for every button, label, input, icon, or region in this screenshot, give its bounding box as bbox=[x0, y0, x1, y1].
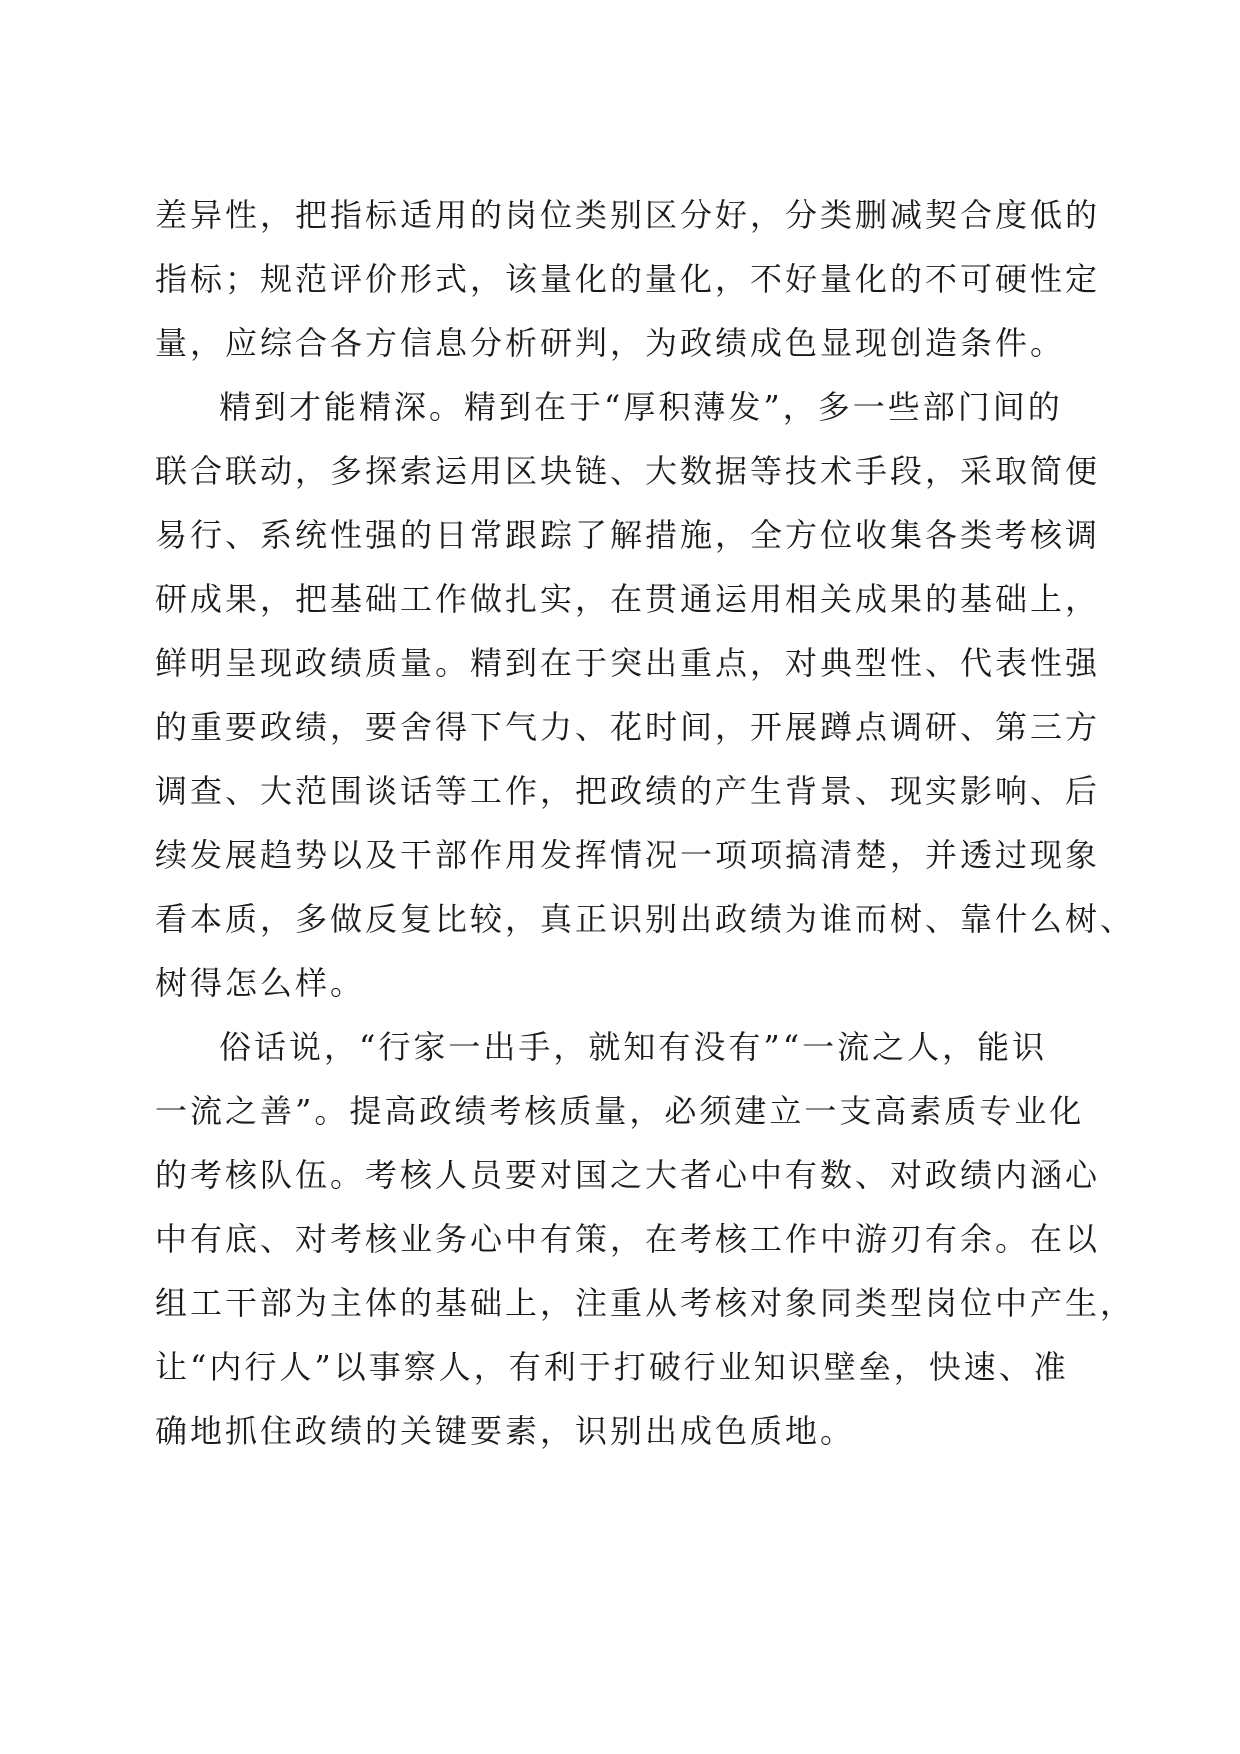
text-line: 指标；规范评价形式，该量化的量化，不好量化的不可硬性定 bbox=[155, 260, 1101, 298]
text-line: 一流之善”。提高政绩考核质量，必须建立一支高素质专业化 bbox=[155, 1092, 1085, 1130]
text-line: 调查、大范围谈话等工作，把政绩的产生背景、现实影响、后 bbox=[155, 772, 1101, 810]
text-line: 中有底、对考核业务心中有策，在考核工作中游刃有余。在以 bbox=[155, 1220, 1101, 1258]
paragraph-start-line: 精到才能精深。精到在于“厚积薄发”，多一些部门间的 bbox=[219, 388, 1063, 426]
body-text bbox=[155, 183, 1136, 1463]
text-line: 联合联动，多探索运用区块链、大数据等技术手段，采取简便 bbox=[155, 452, 1101, 490]
text-line: 量，应综合各方信息分析研判，为政绩成色显现创造条件。 bbox=[155, 324, 1066, 362]
text-line: 研成果，把基础工作做扎实，在贯通运用相关成果的基础上， bbox=[155, 580, 1101, 618]
text-line: 鲜明呈现政绩质量。精到在于突出重点，对典型性、代表性强 bbox=[155, 644, 1101, 682]
text-line: 确地抓住政绩的关键要素，识别出成色质地。 bbox=[155, 1412, 856, 1450]
text-line: 续发展趋势以及干部作用发挥情况一项项搞清楚，并透过现象 bbox=[155, 836, 1101, 874]
paragraph-start-line: 俗话说，“行家一出手，就知有没有”“一流之人，能识 bbox=[219, 1028, 1048, 1066]
text-line: 让“内行人”以事察人，有利于打破行业知识壁垒，快速、准 bbox=[155, 1348, 1069, 1386]
text-line: 组工干部为主体的基础上，注重从考核对象同类型岗位中产生， bbox=[155, 1284, 1136, 1322]
text-line: 的重要政绩，要舍得下气力、花时间，开展蹲点调研、第三方 bbox=[155, 708, 1101, 746]
text-line: 易行、系统性强的日常跟踪了解措施，全方位收集各类考核调 bbox=[155, 516, 1101, 554]
text-line: 的考核队伍。考核人员要对国之大者心中有数、对政绩内涵心 bbox=[155, 1156, 1101, 1194]
text-line: 看本质，多做反复比较，真正识别出政绩为谁而树、靠什么树、 bbox=[155, 900, 1136, 938]
text-line: 差异性，把指标适用的岗位类别区分好，分类删减契合度低的 bbox=[155, 196, 1101, 234]
text-line: 树得怎么样。 bbox=[155, 964, 366, 1002]
